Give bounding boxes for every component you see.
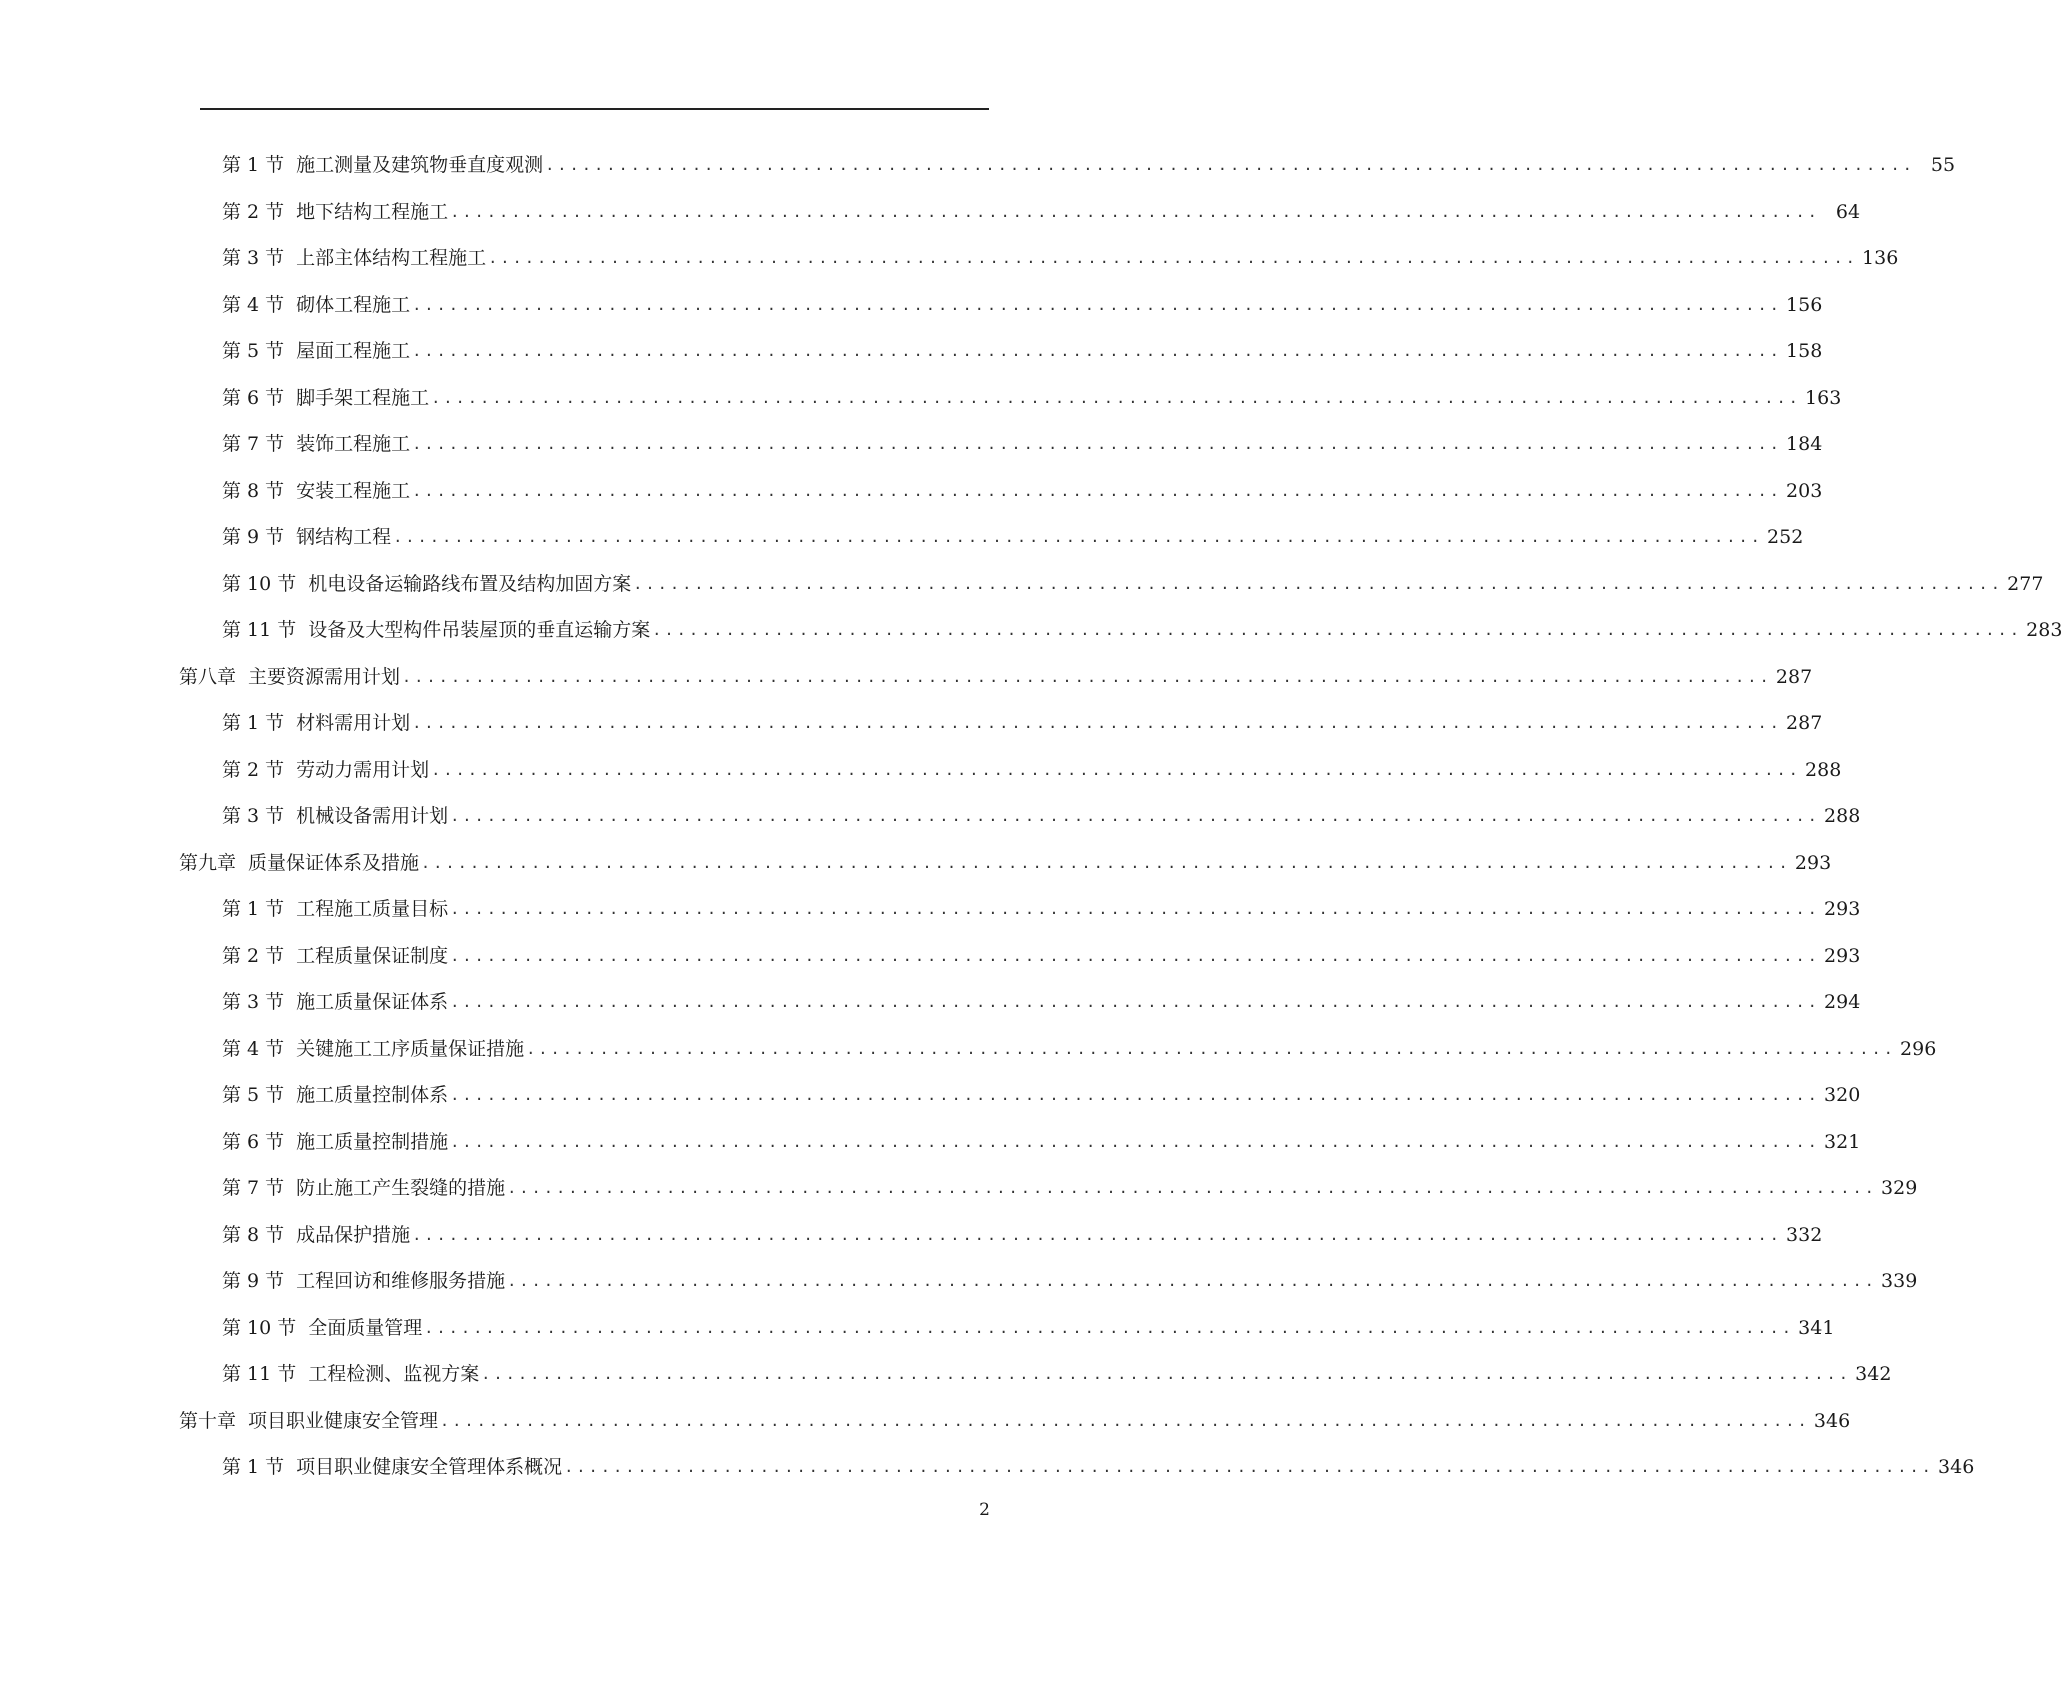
toc-entry-title: 钢结构工程 xyxy=(296,526,392,548)
toc-entry-title: 屋面工程施工 xyxy=(296,340,411,362)
toc-entry-number: 第 2 节 xyxy=(222,944,285,967)
toc-entry-title: 劳动力需用计划 xyxy=(296,758,430,781)
toc-entry-section[interactable] xyxy=(222,421,1823,467)
toc-entry-page: 296 xyxy=(1900,1037,1937,1060)
toc-entry-section[interactable] xyxy=(222,1258,1918,1304)
toc-entry-number: 第 11 节 xyxy=(222,1363,297,1385)
toc-entry-title: 关键施工工序质量保证措施 xyxy=(296,1037,525,1060)
toc-entry-page: 293 xyxy=(1824,898,1861,920)
toc-entry-section[interactable] xyxy=(222,1026,1937,1072)
toc-entry-page: 203 xyxy=(1786,479,1823,502)
toc-entry-number: 第 4 节 xyxy=(222,1037,285,1060)
dot-leader: ................................................................................................................ xyxy=(545,156,1916,174)
toc-entry-page: 288 xyxy=(1805,758,1842,781)
toc-entry-title: 施工质量保证体系 xyxy=(296,991,449,1013)
toc-entry-title: 防止施工产生裂缝的措施 xyxy=(296,1177,506,1199)
header-rule xyxy=(200,108,989,110)
toc-entry-number: 第 10 节 xyxy=(222,1316,297,1339)
toc-entry-page: 64 xyxy=(1835,200,1861,223)
toc-entry-page: 339 xyxy=(1881,1270,1918,1292)
toc-entry-number: 第 1 节 xyxy=(222,898,285,920)
toc-entry-title: 主要资源需用计划 xyxy=(248,665,401,688)
dot-leader: ................................................................................................................ xyxy=(393,528,1764,546)
toc-entry-section[interactable] xyxy=(222,1444,1975,1490)
toc-entry-section[interactable] xyxy=(222,1072,1861,1118)
toc-entry-number: 第 7 节 xyxy=(222,433,285,455)
toc-entry-title: 设备及大型构件吊装屋顶的垂直运输方案 xyxy=(308,619,651,641)
toc-entry-number: 第 1 节 xyxy=(222,1456,285,1478)
toc-entry-section[interactable] xyxy=(222,793,1861,839)
toc-entry-title: 施工测量及建筑物垂直度观测 xyxy=(296,154,544,176)
toc-entry-number: 第 5 节 xyxy=(222,340,285,362)
toc-entry-number: 第 2 节 xyxy=(222,758,285,781)
toc-entry-section[interactable] xyxy=(222,189,1861,235)
dot-leader: ................................................................................................................ xyxy=(652,621,2023,639)
toc-entry-number: 第 3 节 xyxy=(222,247,285,269)
toc-entry-chapter[interactable] xyxy=(179,654,1813,700)
toc-entry-section[interactable] xyxy=(222,933,1861,979)
toc-entry-title: 项目职业健康安全管理体系概况 xyxy=(296,1456,563,1478)
toc-entry-title: 砌体工程施工 xyxy=(296,293,411,316)
toc-entry-page: 346 xyxy=(1813,1409,1851,1432)
dot-leader: ................................................................................................................ xyxy=(450,993,1821,1011)
dot-leader: ................................................................................................................ xyxy=(450,946,1821,965)
dot-leader: ................................................................................................................ xyxy=(402,667,1772,686)
toc-entry-title: 质量保证体系及措施 xyxy=(248,851,420,874)
toc-entry-section[interactable] xyxy=(222,886,1861,932)
page-number: 2 xyxy=(979,1500,990,1520)
toc-entry-title: 全面质量管理 xyxy=(308,1316,423,1339)
dot-leader: ................................................................................................................ xyxy=(431,388,1802,407)
toc-entry-number: 第 10 节 xyxy=(222,572,297,595)
toc-entry-section[interactable] xyxy=(222,514,1804,560)
toc-entry-section[interactable] xyxy=(222,747,1842,793)
toc-entry-title: 材料需用计划 xyxy=(296,712,411,734)
toc-entry-number: 第 1 节 xyxy=(222,154,285,176)
toc-entry-section[interactable] xyxy=(222,1165,1918,1211)
toc-entry-section[interactable] xyxy=(222,282,1823,328)
dot-leader: ................................................................................................................ xyxy=(412,342,1783,360)
toc-entry-page: 293 xyxy=(1794,851,1832,874)
toc-entry-title: 成品保护措施 xyxy=(296,1223,411,1246)
toc-entry-section[interactable] xyxy=(222,1305,1835,1351)
toc-entry-section[interactable] xyxy=(222,468,1823,514)
toc-entry-section[interactable] xyxy=(222,979,1861,1025)
toc-entry-page: 320 xyxy=(1824,1084,1861,1106)
toc-entry-section[interactable] xyxy=(222,235,1899,281)
toc-entry-number: 第 3 节 xyxy=(222,991,285,1013)
dot-leader: ................................................................................................................ xyxy=(526,1039,1897,1058)
toc-entry-page: 321 xyxy=(1824,1130,1861,1153)
dot-leader: ................................................................................................................ xyxy=(412,481,1783,500)
toc-entry-page: 287 xyxy=(1775,665,1813,688)
dot-leader: ................................................................................................................ xyxy=(633,574,2004,593)
toc-entry-number: 第 6 节 xyxy=(222,386,285,409)
toc-entry-number: 第 8 节 xyxy=(222,1223,285,1246)
toc-entry-number: 第 2 节 xyxy=(222,200,285,223)
dot-leader: ................................................................................................................ xyxy=(412,295,1783,314)
toc-entry-page: 332 xyxy=(1786,1223,1823,1246)
toc-entry-page: 252 xyxy=(1767,526,1804,548)
toc-entry-page: 329 xyxy=(1881,1177,1918,1199)
dot-leader: ................................................................................................................ xyxy=(412,435,1783,453)
toc-entry-section[interactable] xyxy=(222,328,1823,374)
toc-entry-number: 第 1 节 xyxy=(222,712,285,734)
toc-entry-section[interactable] xyxy=(222,1212,1823,1258)
toc-entry-page: 346 xyxy=(1938,1456,1975,1478)
toc-entry-title: 装饰工程施工 xyxy=(296,433,411,455)
toc-entry-number: 第 5 节 xyxy=(222,1084,285,1106)
dot-leader: ................................................................................................................ xyxy=(450,807,1821,825)
toc-entry-chapter[interactable] xyxy=(179,1398,1851,1444)
toc-entry-page: 287 xyxy=(1786,712,1823,734)
toc-entry-number: 第 9 节 xyxy=(222,1270,285,1292)
toc-entry-number: 第 6 节 xyxy=(222,1130,285,1153)
dot-leader: ................................................................................................................ xyxy=(421,853,1791,872)
toc-entry-page: 341 xyxy=(1798,1316,1835,1339)
dot-leader: ................................................................................................................ xyxy=(440,1411,1810,1430)
toc-entry-page: 283 xyxy=(2026,619,2062,641)
toc-entry-title: 机电设备运输路线布置及结构加固方案 xyxy=(308,572,632,595)
dot-leader: ................................................................................................................ xyxy=(431,760,1802,779)
toc-entry-page: 342 xyxy=(1855,1363,1892,1385)
toc-entry-title: 脚手架工程施工 xyxy=(296,386,430,409)
dot-leader: ................................................................................................................ xyxy=(450,1132,1821,1151)
dot-leader: ................................................................................................................ xyxy=(507,1272,1878,1290)
toc-entry-number: 第九章 xyxy=(179,851,237,874)
toc-entry-number: 第 11 节 xyxy=(222,619,297,641)
dot-leader: ................................................................................................................ xyxy=(412,1225,1783,1244)
toc-entry-page: 163 xyxy=(1805,386,1842,409)
toc-entry-title: 工程检测、监视方案 xyxy=(308,1363,480,1385)
toc-entry-title: 上部主体结构工程施工 xyxy=(296,247,487,269)
toc-entry-page: 136 xyxy=(1862,247,1899,269)
toc-entry-page: 158 xyxy=(1786,340,1823,362)
toc-entry-section[interactable] xyxy=(222,375,1842,421)
toc-entry-section[interactable] xyxy=(222,700,1823,746)
dot-leader: ................................................................................................................ xyxy=(450,900,1821,918)
toc-entry-number: 第八章 xyxy=(179,665,237,688)
toc-entry-title: 项目职业健康安全管理 xyxy=(248,1409,439,1432)
toc-entry-page: 288 xyxy=(1824,805,1861,827)
dot-leader: ................................................................................................................ xyxy=(488,249,1859,267)
toc-entry-section[interactable] xyxy=(222,561,2044,607)
toc-entry-page: 156 xyxy=(1786,293,1823,316)
toc-entry-number: 第 3 节 xyxy=(222,805,285,827)
dot-leader: ................................................................................................................ xyxy=(450,1086,1821,1104)
toc-entry-title: 地下结构工程施工 xyxy=(296,200,449,223)
toc-entry-title: 施工质量控制体系 xyxy=(296,1084,449,1106)
toc-entry-title: 机械设备需用计划 xyxy=(296,805,449,827)
dot-leader: ................................................................................................................ xyxy=(450,202,1821,221)
toc-entry-page: 294 xyxy=(1824,991,1861,1013)
dot-leader: ................................................................................................................ xyxy=(481,1365,1852,1383)
toc-entry-title: 工程质量保证制度 xyxy=(296,944,449,967)
toc-entry-chapter[interactable] xyxy=(179,840,1832,886)
toc-entry-number: 第 9 节 xyxy=(222,526,285,548)
toc-entry-number: 第十章 xyxy=(179,1409,237,1432)
toc-entry-section[interactable] xyxy=(222,607,2062,653)
toc-entry-title: 施工质量控制措施 xyxy=(296,1130,449,1153)
dot-leader: ................................................................................................................ xyxy=(564,1458,1935,1476)
toc-entry-number: 第 4 节 xyxy=(222,293,285,316)
toc-entry-page: 293 xyxy=(1824,944,1861,967)
toc-entry-title: 安装工程施工 xyxy=(296,479,411,502)
toc-entry-page: 184 xyxy=(1786,433,1823,455)
toc-entry-title: 工程回访和维修服务措施 xyxy=(296,1270,506,1292)
dot-leader: ................................................................................................................ xyxy=(412,714,1783,732)
toc-entry-page: 55 xyxy=(1930,154,1956,176)
toc-entry-section[interactable] xyxy=(222,142,1956,188)
toc-entry-page: 277 xyxy=(2007,572,2044,595)
dot-leader: ................................................................................................................ xyxy=(507,1179,1878,1197)
toc-entry-title: 工程施工质量目标 xyxy=(296,898,449,920)
toc-entry-number: 第 7 节 xyxy=(222,1177,285,1199)
toc-entry-section[interactable] xyxy=(222,1351,1892,1397)
dot-leader: ................................................................................................................ xyxy=(424,1318,1795,1337)
toc-entry-number: 第 8 节 xyxy=(222,479,285,502)
toc-entry-section[interactable] xyxy=(222,1119,1861,1165)
